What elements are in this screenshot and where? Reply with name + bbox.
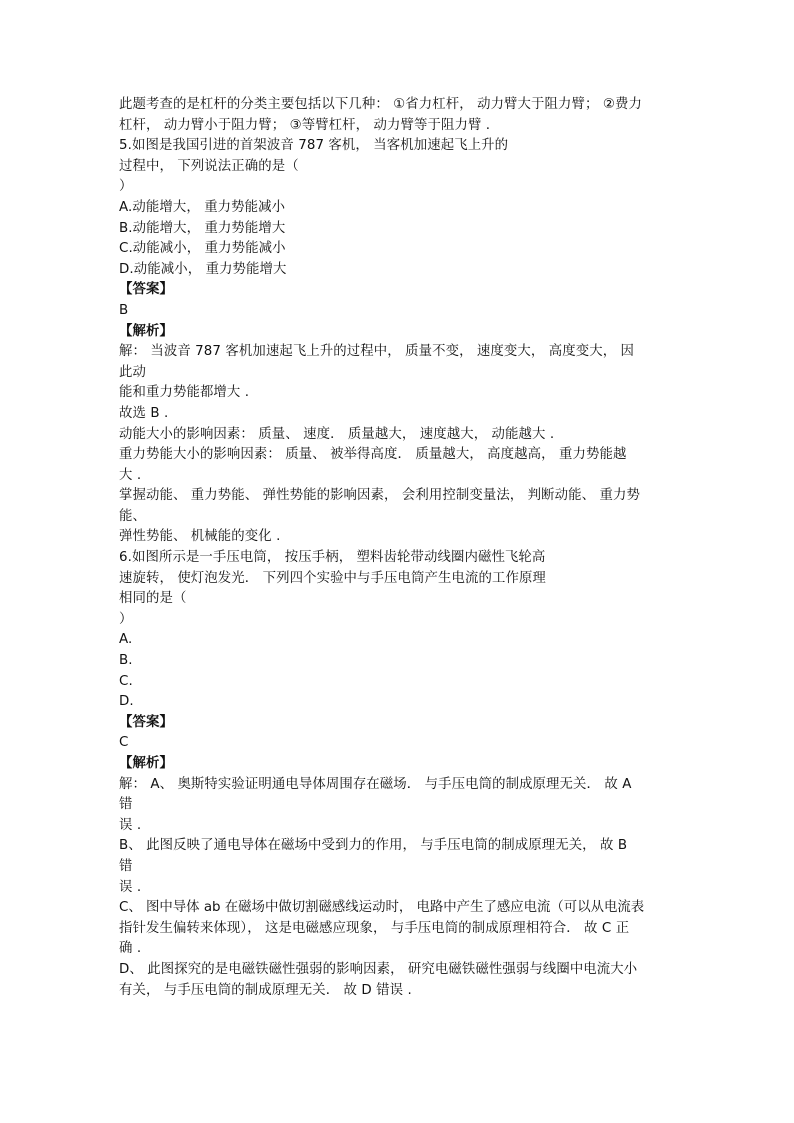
question-6-stem: 6.如图所示是一手压电筒， 按压手柄， 塑料齿轮带动线圈内磁性飞轮高: [119, 550, 546, 566]
analysis-text: 掌握动能、 重力势能、 弹性势能的影响因素， 会利用控制变量法， 判断动能、 重力势: [119, 488, 640, 504]
analysis-text: 确 .: [119, 941, 142, 957]
question-6-stem: ）: [119, 611, 133, 627]
analysis-text: D、 此图探究的是电磁铁磁性强弱的影响因素， 研究电磁铁磁性强弱与线圈中电流大小: [119, 961, 638, 977]
option-a: A.: [119, 632, 133, 648]
analysis-text: 故选 B .: [119, 405, 169, 421]
analysis-text: 误 .: [119, 879, 142, 895]
analysis-text: 有关， 与手压电筒的制成原理无关． 故 D 错误 .: [119, 982, 412, 998]
option-b: B.动能增大， 重力势能增大: [119, 220, 286, 236]
document-text-body: [119, 95, 679, 1001]
analysis-text: 此动: [119, 364, 146, 380]
answer-heading: 【答案】: [119, 714, 173, 730]
text-line: 杠杆， 动力臂小于阻力臂； ③等臂杠杆， 动力臂等于阻力臂 .: [119, 117, 491, 133]
answer-value: B: [119, 302, 129, 318]
analysis-text: 解： A、 奥斯特实验证明通电导体周围存在磁场． 与手压电筒的制成原理无关． 故 A: [119, 776, 632, 792]
question-6-stem: 相同的是（: [119, 591, 187, 607]
analysis-text: 能和重力势能都增大 .: [119, 385, 250, 401]
analysis-text: 动能大小的影响因素： 质量、 速度． 质量越大， 速度越大， 动能越大 .: [119, 426, 555, 442]
option-c: C.动能减小， 重力势能减小: [119, 241, 286, 257]
answer-heading: 【答案】: [119, 282, 173, 298]
analysis-text: C、 图中导体 ab 在磁场中做切割磁感线运动时， 电路中产生了感应电流（可以从电流表: [119, 900, 645, 916]
analysis-text: B、 此图反映了通电导体在磁场中受到力的作用， 与手压电筒的制成原理无关， 故 B: [119, 838, 628, 854]
answer-value: C: [119, 735, 129, 751]
analysis-text: 重力势能大小的影响因素： 质量、 被举得高度． 质量越大， 高度越高， 重力势能越: [119, 447, 627, 463]
option-b: B.: [119, 653, 133, 669]
analysis-text: 大 .: [119, 467, 142, 483]
analysis-text: 能、: [119, 508, 146, 524]
question-5-stem: 5.如图是我国引进的首架波音 787 客机， 当客机加速起飞上升的: [119, 138, 509, 154]
analysis-text: 错: [119, 858, 133, 874]
analysis-text: 指针发生偏转来体现）， 这是电磁感应现象， 与手压电筒的制成原理相符合． 故 C 正: [119, 920, 630, 936]
analysis-heading: 【解析】: [119, 756, 173, 771]
analysis-heading: 【解析】: [119, 323, 173, 339]
option-d: D.: [119, 694, 134, 710]
analysis-text: 错: [119, 797, 133, 813]
question-6-stem: 速旋转， 使灯泡发光． 下列四个实验中与手压电筒产生电流的工作原理: [119, 570, 546, 586]
option-c: C.: [119, 673, 133, 689]
option-a: A.动能增大， 重力势能减小: [119, 199, 286, 215]
option-d: D.动能减小， 重力势能增大: [119, 261, 287, 277]
analysis-text: 误 .: [119, 817, 142, 833]
question-5-stem: 过程中， 下列说法正确的是（: [119, 158, 299, 174]
question-5-stem: ）: [119, 179, 133, 195]
text-line: 此题考查的是杠杆的分类主要包括以下几种： ①省力杠杆， 动力臂大于阻力臂； ②费力: [119, 97, 642, 112]
analysis-text: 弹性势能、 机械能的变化 .: [119, 529, 281, 545]
analysis-text: 解： 当波音 787 客机加速起飞上升的过程中， 质量不变， 速度变大， 高度变大， 因: [119, 344, 635, 360]
